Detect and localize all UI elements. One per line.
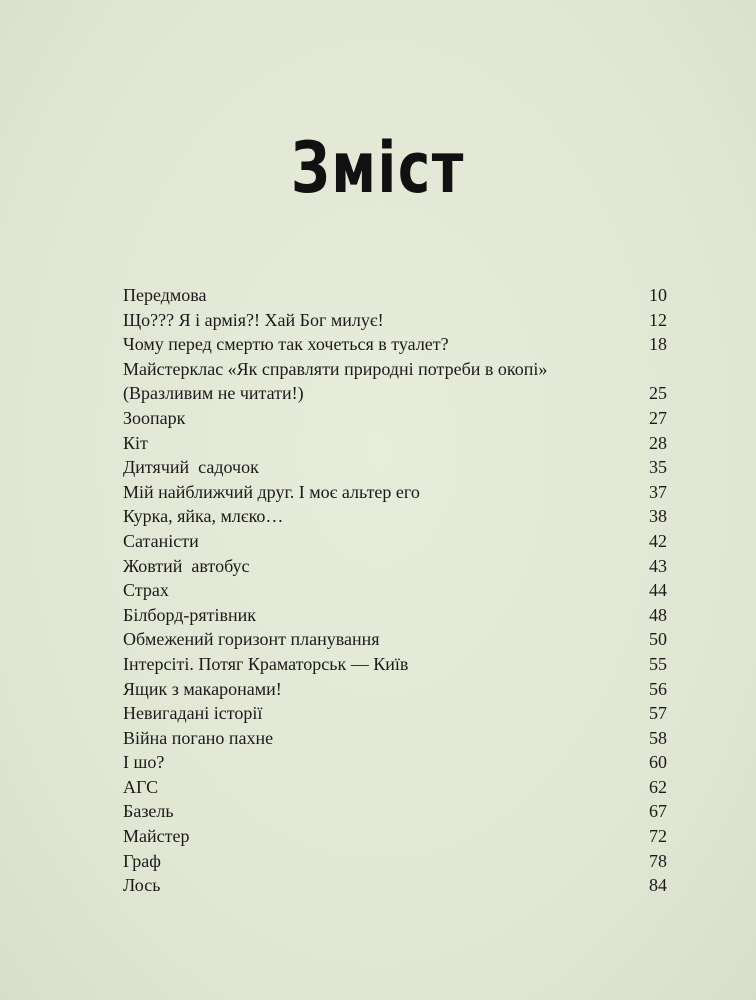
toc-entry bbox=[123, 554, 667, 579]
toc-entry-page: 78 bbox=[649, 850, 667, 871]
toc-entry bbox=[123, 873, 667, 898]
toc-entry bbox=[123, 332, 667, 357]
toc-entry-title: Кіт bbox=[123, 432, 148, 453]
toc-entry bbox=[123, 529, 667, 554]
toc-entry-title: Зоопарк bbox=[123, 407, 186, 428]
toc-entry-page: 44 bbox=[649, 580, 667, 601]
toc-entry-page: 25 bbox=[649, 383, 667, 404]
toc-entry-page: 48 bbox=[649, 604, 667, 625]
toc-entry-page: 72 bbox=[649, 826, 667, 847]
toc-entry-title: Передмова bbox=[123, 285, 207, 305]
toc-entry-page: 50 bbox=[649, 629, 667, 650]
toc-entry-title: АГС bbox=[123, 776, 159, 797]
toc-entry bbox=[123, 824, 667, 849]
toc-entry-page: 18 bbox=[649, 334, 667, 355]
toc-entry bbox=[123, 677, 667, 702]
toc-entry-page: 12 bbox=[649, 309, 667, 330]
toc-entry-title: Лось bbox=[123, 875, 161, 896]
toc-entry-page: 27 bbox=[649, 407, 667, 428]
toc-entry-page: 42 bbox=[649, 530, 667, 551]
toc-entry bbox=[123, 849, 667, 874]
toc-entry-page: 62 bbox=[649, 776, 667, 797]
table-of-contents bbox=[123, 283, 667, 898]
toc-entry bbox=[123, 504, 667, 529]
toc-entry bbox=[123, 603, 667, 628]
toc-entry-page: 55 bbox=[649, 653, 667, 674]
toc-entry-page: 56 bbox=[649, 678, 667, 699]
toc-entry bbox=[123, 799, 667, 824]
toc-entry bbox=[123, 283, 667, 308]
toc-entry-title: Війна погано пахне bbox=[123, 727, 274, 748]
page-title: Зміст bbox=[291, 127, 465, 209]
toc-entry-title: Обмежений горизонт планування bbox=[123, 629, 380, 650]
toc-entry-page: 58 bbox=[649, 727, 667, 748]
toc-entry-page: 43 bbox=[649, 555, 667, 576]
toc-entry-title: Білборд-рятівник bbox=[123, 604, 257, 625]
toc-entry-title: Невигадані історії bbox=[123, 703, 263, 724]
toc-entry-title: І шо? bbox=[123, 752, 165, 773]
toc-entry-page: 67 bbox=[649, 801, 667, 822]
toc-entry bbox=[123, 455, 667, 480]
toc-entry bbox=[123, 578, 667, 603]
toc-entry-title: Інтерсіті. Потяг Краматорськ — Київ bbox=[123, 653, 409, 674]
toc-entry bbox=[123, 406, 667, 431]
toc-entry-title: Ящик з макаронами! bbox=[123, 678, 282, 699]
toc-entry bbox=[123, 775, 667, 800]
toc-entry-title: (Вразливим не читати!) bbox=[123, 383, 304, 404]
toc-entry-page: 10 bbox=[649, 285, 667, 305]
toc-entry-title: Курка, яйка, млєко… bbox=[123, 506, 284, 527]
toc-entry bbox=[123, 726, 667, 751]
toc-entry-title: Майстерклас «Як справляти природні потреби в окопі» bbox=[123, 358, 548, 379]
toc-entry-title: Мій найближчий друг. І моє альтер его bbox=[123, 481, 420, 502]
toc-entry-page: 37 bbox=[649, 481, 667, 502]
toc-entry-page: 38 bbox=[649, 506, 667, 527]
toc-entry bbox=[123, 357, 667, 382]
toc-entry-title: Страх bbox=[123, 580, 169, 601]
toc-entry-title: Граф bbox=[123, 850, 161, 871]
toc-entry bbox=[123, 381, 667, 406]
toc-entry bbox=[123, 701, 667, 726]
toc-entry-title: Чому перед смертю так хочеться в туалет? bbox=[123, 334, 449, 355]
toc-entry-page: 84 bbox=[649, 875, 667, 896]
toc-entry bbox=[123, 652, 667, 677]
toc-entry-page: 35 bbox=[649, 457, 667, 478]
toc-entry bbox=[123, 480, 667, 505]
toc-entry-page: 60 bbox=[649, 752, 667, 773]
toc-entry-title: Дитячий садочок bbox=[123, 457, 259, 478]
toc-entry-title: Базель bbox=[123, 801, 174, 822]
toc-entry bbox=[123, 627, 667, 652]
toc-entry-title: Жовтий автобус bbox=[123, 555, 250, 576]
toc-entry bbox=[123, 431, 667, 456]
toc-entry bbox=[123, 308, 667, 333]
toc-entry-title: Сатаністи bbox=[123, 530, 199, 551]
toc-entry-title: Майстер bbox=[123, 826, 190, 847]
toc-entry-title: Що??? Я і армія?! Хай Бог милує! bbox=[123, 309, 384, 330]
toc-entry-page: 57 bbox=[649, 703, 667, 724]
toc-entry bbox=[123, 750, 667, 775]
toc-entry-page: 28 bbox=[649, 432, 667, 453]
